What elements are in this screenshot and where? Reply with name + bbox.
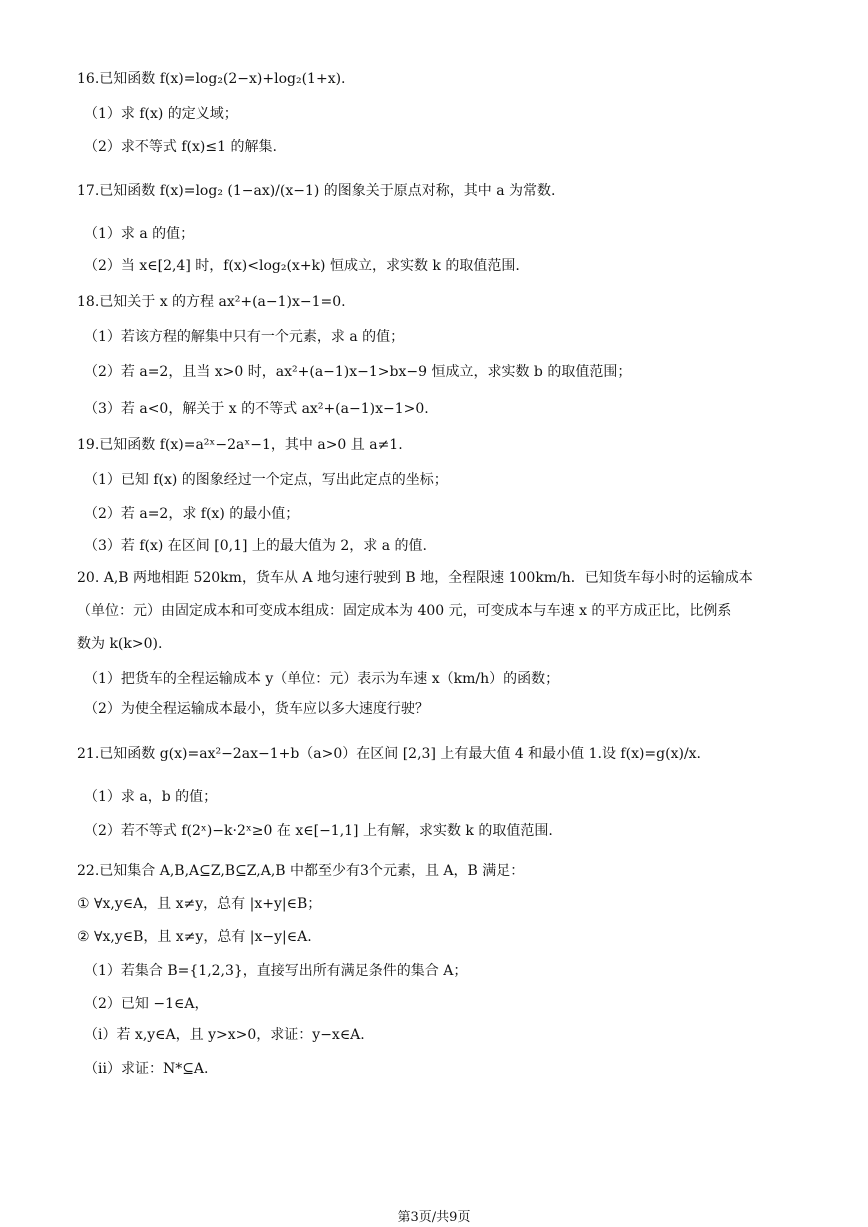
problem-22-part-2-ii: （ii）求证：N*⊆A. — [84, 1061, 209, 1077]
problem-22-part-2-i: （i）若 x,y∈A，且 y>x>0，求证：y−x∈A. — [84, 1027, 365, 1043]
problem-18-part-1: （1）若该方程的解集中只有一个元素，求 a 的值； — [84, 329, 405, 345]
problem-18: 18.已知关于 x 的方程 ax²+(a−1)x−1=0. — [77, 294, 346, 310]
problem-19-part-1: （1）已知 f(x) 的图象经过一个定点，写出此定点的坐标； — [84, 472, 448, 488]
problem-22-part-2: （2）已知 −1∈A， — [84, 996, 209, 1012]
problem-20-line-2: （单位：元）由固定成本和可变成本组成：固定成本为 400 元，可变成本与车速 x 的平方成正比，比例系 — [77, 603, 732, 619]
problem-21: 21.已知函数 g(x)=ax²−2ax−1+b（a>0）在区间 [2,3] 上有最大值 4 和最小值 1.设 f(x)=g(x)/x. — [77, 746, 702, 762]
problem-16-part-1: （1）求 f(x) 的定义域； — [84, 106, 238, 122]
problem-20-line-1: 20. A,B 两地相距 520km，货车从 A 地匀速行驶到 B 地，全程限速 100km/h．已知货车每小时的运输成本 — [77, 570, 753, 586]
problem-21-part-2: （2）若不等式 f(2ˣ)−k·2ˣ≥0 在 x∈[−1,1] 上有解，求实数 k 的取值范围. — [84, 823, 553, 839]
problem-22-condition-1: ① ∀x,y∈A，且 x≠y，总有 |x+y|∈B； — [77, 896, 322, 912]
problem-18-part-2: （2）若 a=2，且当 x>0 时，ax²+(a−1)x−1>bx−9 恒成立，求实数 b 的取值范围； — [84, 364, 632, 380]
problem-17: 17.已知函数 f(x)=log₂ (1−ax)/(x−1) 的图象关于原点对称，其中 a 为常数. — [77, 183, 556, 199]
problem-21-part-1: （1）求 a，b 的值； — [84, 789, 218, 805]
problem-22: 22.已知集合 A,B,A⊆Z,B⊆Z,A,B 中都至少有3个元素，且 A，B 满足： — [77, 863, 525, 879]
page-footer: 第3页/共9页 — [397, 1210, 471, 1225]
problem-19: 19.已知函数 f(x)=a²ˣ−2aˣ−1，其中 a>0 且 a≠1. — [77, 437, 403, 453]
problem-19-part-3: （3）若 f(x) 在区间 [0,1] 上的最大值为 2，求 a 的值. — [84, 538, 427, 554]
problem-20-part-1: （1）把货车的全程运输成本 y（单位：元）表示为车速 x（km/h）的函数； — [84, 671, 560, 687]
problem-22-part-1: （1）若集合 B={1,2,3}，直接写出所有满足条件的集合 A； — [84, 963, 468, 979]
problem-16-part-2: （2）求不等式 f(x)≤1 的解集. — [84, 139, 277, 155]
problem-22-condition-2: ② ∀x,y∈B，且 x≠y，总有 |x−y|∈A. — [77, 929, 312, 945]
problem-17-part-2: （2）当 x∈[2,4] 时，f(x)<log₂(x+k) 恒成立，求实数 k 的取值范围. — [84, 258, 520, 274]
problem-20-part-2: （2）为使全程运输成本最小，货车应以多大速度行驶？ — [84, 701, 429, 717]
problem-18-part-3: （3）若 a<0，解关于 x 的不等式 ax²+(a−1)x−1>0. — [84, 401, 429, 417]
problem-19-part-2: （2）若 a=2，求 f(x) 的最小值； — [84, 506, 300, 522]
problem-16: 16.已知函数 f(x)=log₂(2−x)+log₂(1+x). — [77, 71, 346, 87]
problem-20-line-3: 数为 k(k>0). — [77, 636, 163, 652]
problem-17-part-1: （1）求 a 的值； — [84, 226, 195, 242]
